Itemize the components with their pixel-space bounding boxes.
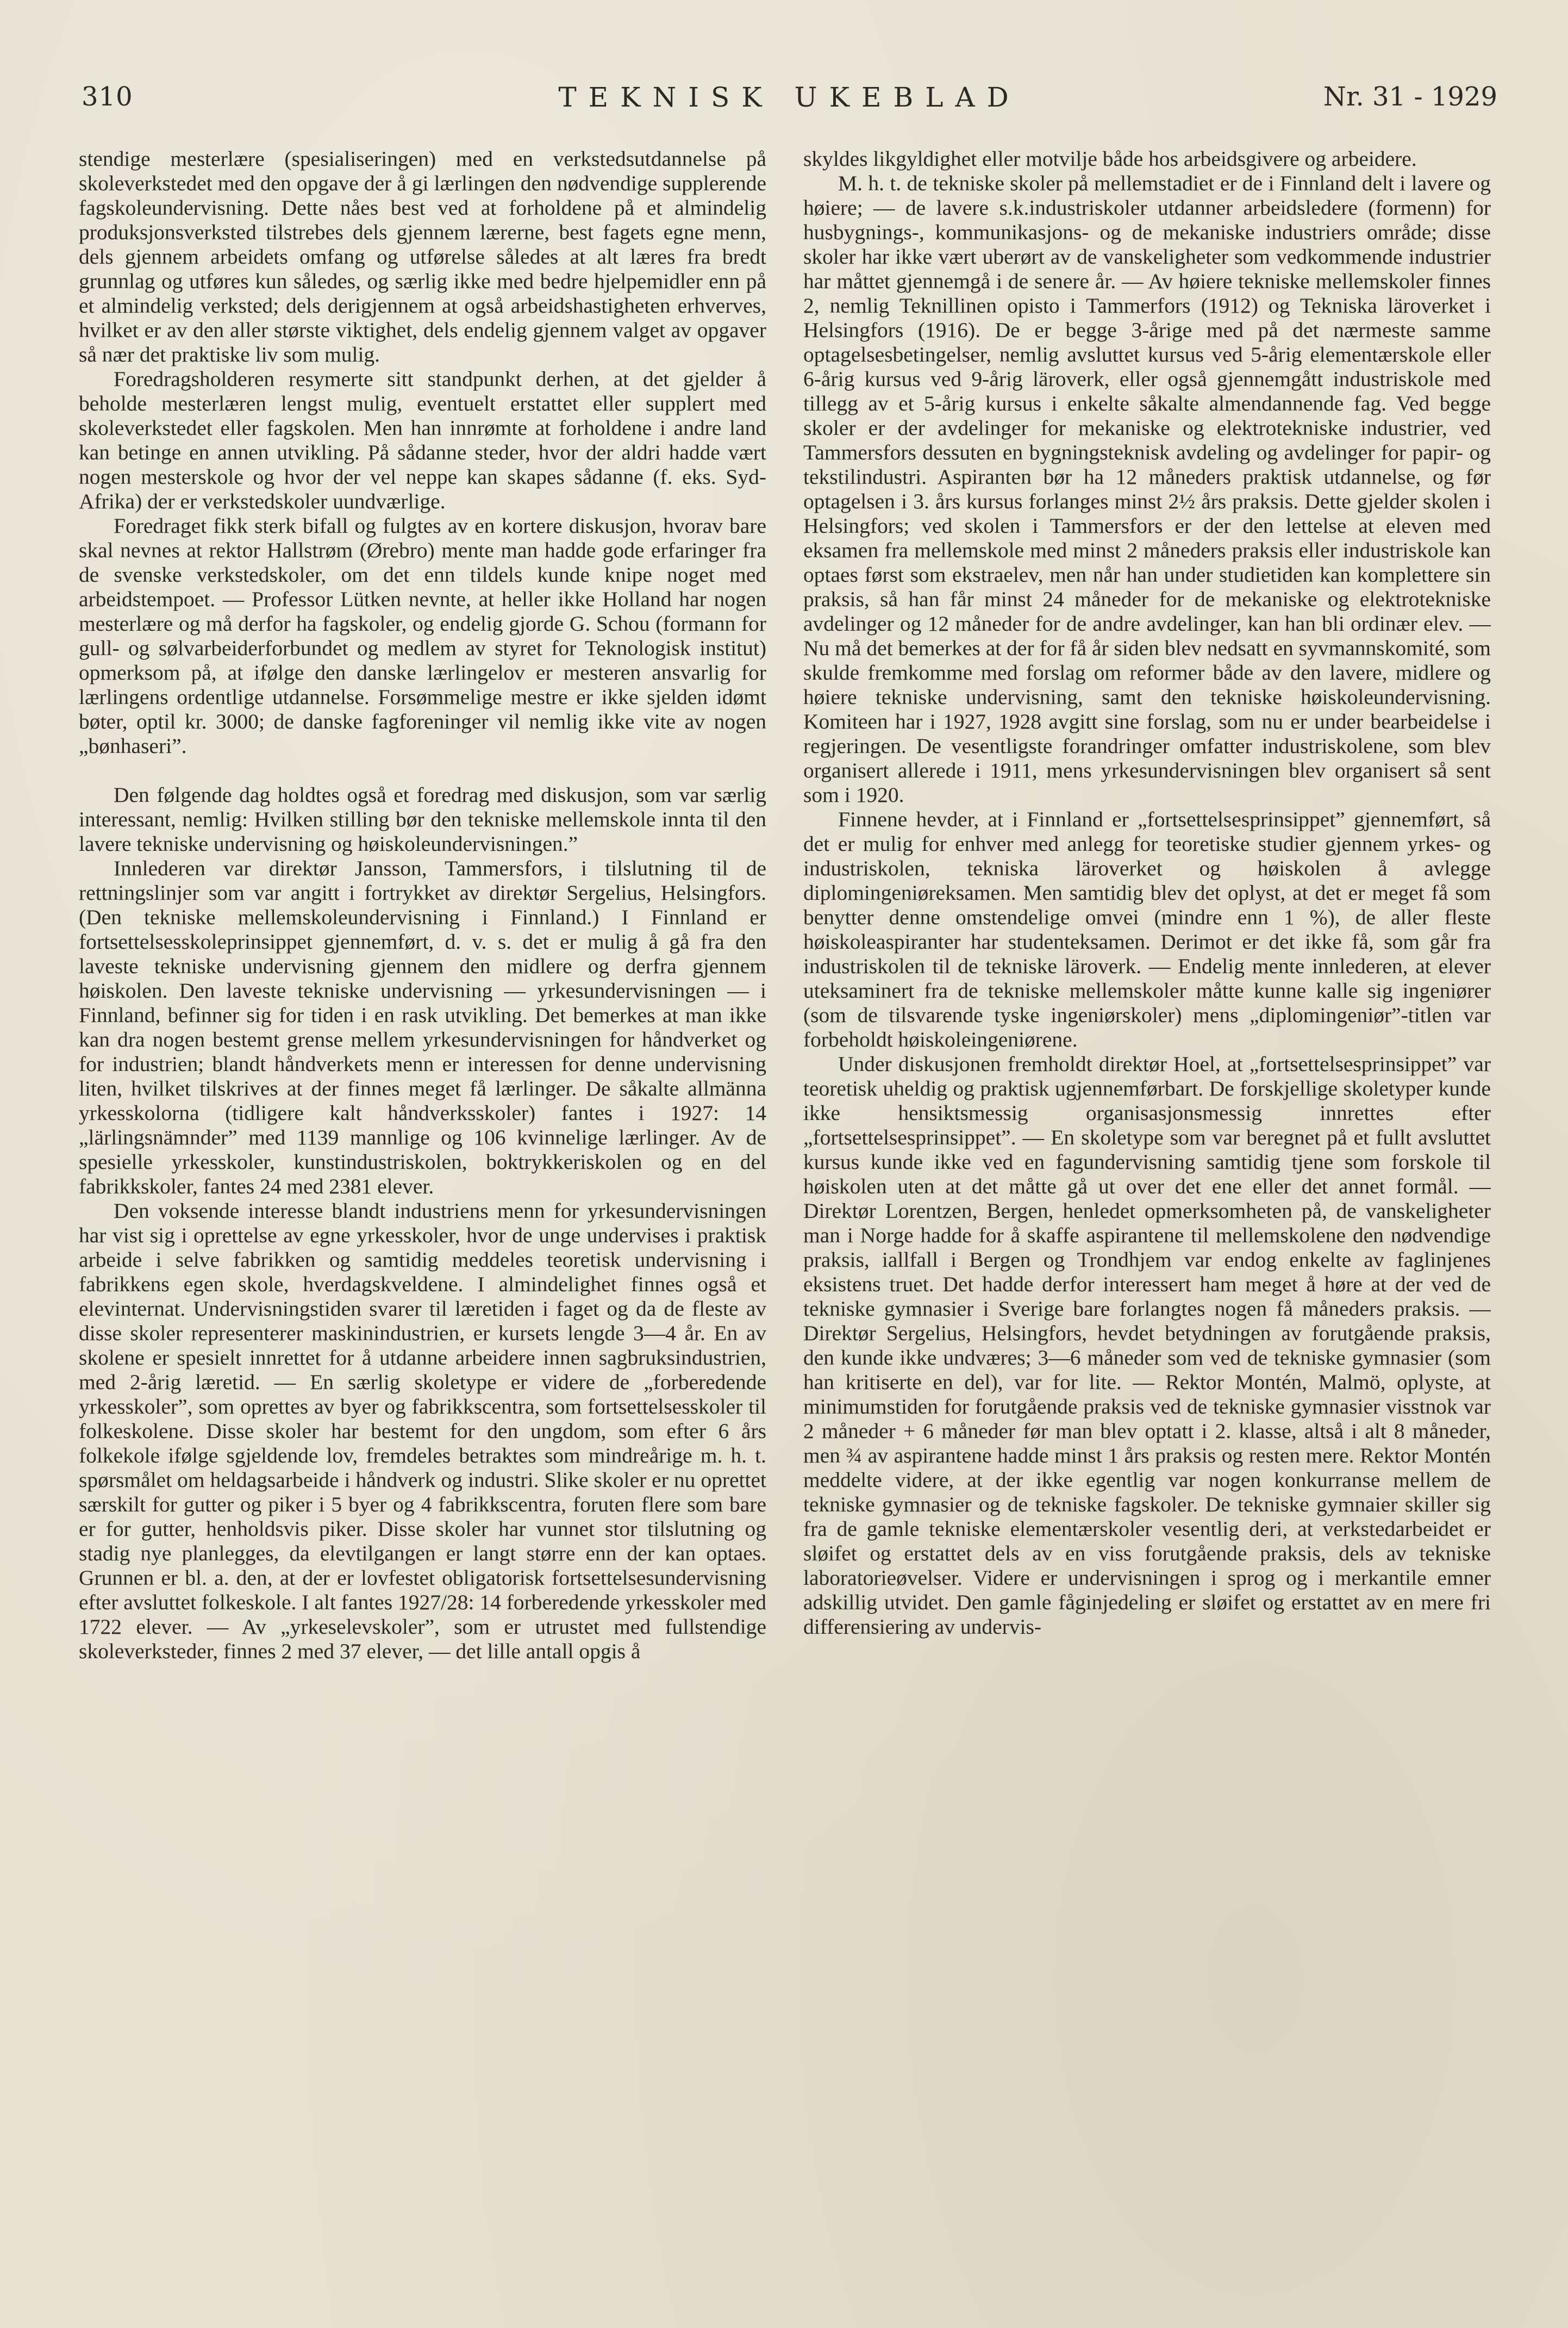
issue-number: Nr. 31 - 1929 — [1323, 82, 1497, 112]
paragraph: Den voksende interesse blandt industriens menn for yrkesundervisningen har vist sig i oprettelse av egne yrkesskoler, hvor de unge undervises i praktisk arbeide i selve fabrikken og samtidig meddeles teoretisk undervisning i fabrikkens egen skole, hverdagskveldene. I almindelighet finnes også et elevinternat. Undervisningstiden svarer til læretiden i faget og da de fleste av disse skoler representerer maskinindustrien, er kursets lengde 3—4 år. En av skolene er spesielt innrettet for å utdanne arbeidere innen sagbruksindustrien, med 2-årig læretid. — En særlig skoletype er videre de „forberedende yrkesskoler”, som oprettes av byer og fabrikkscentra, som fortsettelsesskoler til folkeskolene. Disse skoler har bestemt for den ungdom, som efter 6 års folkekole ifølge sgjeldende lov, fremdeles betraktes som mindreårige m. h. t. spørsmålet om heldagsarbeide i håndverk og industri. Slike skoler er nu oprettet særskilt for gutter og piker i 5 byer og 4 fabrikkscentra, foruten flere som bare er for gutter, henholdsvis piker. Disse skoler har vunnet stor tilslutning og stadig nye planlegges, da elevtilgangen er langt større enn der kan optaes. Grunnen er bl. a. den, at der er lovfestet obligatorisk fortsettelsesundervisning efter avsluttet folkeskole. I alt fantes 1927/28: 14 forberedende yrkesskoler med 1722 elever. — Av „yrkeselevskoler”, som er utrustet med fullstendige skoleverksteder, finnes 2 med 37 elever, — det lille antall opgis å — [79, 1199, 766, 1663]
paragraph: Foredraget fikk sterk bifall og fulgtes av en kortere diskusjon, hvorav bare skal nevnes at rektor Hallstrøm (Ørebro) mente man hadde gode erfaringer fra de svenske verkstedskoler, om det enn tildels kunde knipe noget med arbeidstempoet. — Professor Lütken nevnte, at heller ikke Holland har nogen mesterlære og må derfor ha fagskoler, og endelig gjorde G. Schou (formann for gull- og sølvarbeiderforbundet og medlem av styret for Teknologisk institut) opmerksom på, at ifølge den danske lærlingelov er mesteren ansvarlig for lærlingens ordentlige utdannelse. Forsømmelige mestre er ikke sjelden idømt bøter, optil kr. 3000; de danske fagforeninger vil nemlig ikke vite av nogen „bønhaseri”. — [79, 514, 766, 758]
page-header — [82, 82, 1497, 120]
right-column — [803, 147, 1491, 2300]
paragraph: skyldes likgyldighet eller motvilje både hos arbeidsgivere og arbeidere. — [803, 147, 1417, 171]
paragraph: M. h. t. de tekniske skoler på mellemstadiet er de i Finnland delt i lavere og høiere; — de lavere s.k.industriskoler utdanner arbeidsledere (formenn) for husbygnings-, kommunikasjons- og de mekaniske industriers område; disse skoler har ikke vært uberørt av de vanskeligheter som vedkommende industrier har måttet gjennemgå i de senere år. — Av høiere tekniske mellemskoler finnes 2, nemlig Teknillinen opisto i Tammerfors (1912) og Tekniska läroverket i Helsingfors (1916). De er begge 3-årige med på det nærmeste samme optagelsesbetingelser, nemlig avsluttet kursus ved 5-årig elementærskole eller 6-årig kursus ved 9-årig läroverk, eller også gjennemgått industriskole med tillegg av et 5-årig kursus i enkelte såkalte almendannende fag. Ved begge skoler er der avdelinger for mekaniske og elektrotekniske industrier, ved Tammersfors dessuten en bygningsteknisk avdeling og avdelinger for papir- og tekstilindustri. Aspiranten bør ha 12 måneders praktisk utdannelse, og før optagelsen i 3. års kursus forlanges minst 2½ års praksis. Dette gjelder skolen i Helsingfors; ved skolen i Tammersfors er der den lettelse at eleven med eksamen fra mellemskole med minst 2 måneders praksis eller industriskole kan optaes først som ekstraelev, men når han under studietiden kan komplettere sin praksis, så han får minst 24 måneder for de mekaniske og elektrotekniske avdelinger og 12 måneder for de andre avdelinger, kan han bli ordinær elev. — Nu må det bemerkes at der for få år siden blev nedsatt en syvmannskomité, som skulde fremkomme med forslag om reformer både av den lavere, midlere og høiere tekniske undervisning, samt den tekniske høiskoleundervisning. Komiteen har i 1927, 1928 avgitt sine forslag, som nu er under bearbeidelse i regjeringen. De vesentligste forandringer omfatter industriskolene, som blev organisert allerede i 1911, mens yrkesundervisningen blev organisert så sent som i 1920. — [803, 171, 1491, 807]
paragraph: stendige mesterlære (spesialiseringen) med en verkstedsutdannelse på skoleverkstedet med den opgave der å gi lærlingen den nødvendige supplerende fagskoleundervisning. Dette nåes best ved at forholdene på et almindelig produksjonsverksted tilstrebes dels gjennem lærerne, best fagets egne menn, dels gjennem arbeidets omfang og utførelse således at alt læres fra bredt grunnlag og utføres kun således, og særlig ikke med bedre hjelpemidler enn på et almindelig verksted; dels derigjennem at også arbeidshastigheten erhverves, hvilket er av den aller største viktighet, dels endelig gjennem valget av opgaver så nær det praktiske liv som mulig. — [79, 147, 766, 366]
paragraph: Den følgende dag holdtes også et foredrag med diskusjon, som var særlig interessant, nemlig: Hvilken stilling bør den tekniske mellemskole innta til den lavere tekniske undervisning og høiskoleundervisningen.” — [79, 783, 766, 856]
journal-title: TEKNISK UKEBLAD — [558, 82, 1021, 113]
paragraph: Finnene hevder, at i Finnland er „fortsettelsesprinsippet” gjennemført, så det er mulig for enhver med anlegg for teoretiske studier gjennem yrkes- og industriskolen, tekniska läroverket og høiskolen å avlegge diplomingeniøreksamen. Men samtidig blev det oplyst, at det er meget få som benytter denne omstendelige omvei (mindre enn 1 %), de aller fleste høiskoleaspiranter har studenteksamen. Derimot er det ikke få, som går fra industriskolen til de tekniske läroverk. — Endelig mente innlederen, at elever uteksaminert fra de tekniske mellemskoler måtte kunne kalle sig ingeniører (som de tilsvarende tyske ingeniørskoler) mens „diplomingeniør”-titlen var forbeholdt høiskoleingeniørene. — [803, 807, 1491, 1051]
paragraph: Under diskusjonen fremholdt direktør Hoel, at „fortsettelsesprinsippet” var teoretisk uheldig og praktisk ugjennemførbart. De forskjellige skoletyper kunde ikke hensiktsmessig organisasjonsmessig innrettes efter „fortsettelsesprinsippet”. — En skoletype som var beregnet på et fullt avsluttet kursus kunde ikke ved en fagundervisning samtidig tjene som forskole til høiskolen uten at det måtte gå ut over det ene eller det annet formål. — Direktør Lorentzen, Bergen, henledet opmerksomheten på, de vanskeligheter man i Norge hadde for å skaffe aspirantene til mellemskolene den nødvendige praksis, iallfall i Bergen og Trondhjem var endog enkelte av faglinjenes eksistens truet. Det hadde derfor interessert ham meget å høre at der ved de tekniske gymnasier i Sverige bare forlangtes nogen få måneders praksis. — Direktør Sergelius, Helsingfors, hevdet betydningen av forutgående praksis, den kunde ikke undværes; 3—6 måneder som ved de tekniske gymnasier (som han kritiserte en del), var for lite. — Rektor Montén, Malmö, oplyste, at minimumstiden for forutgående praksis ved de tekniske gymnasier visstnok var 2 måneder + 6 måneder før man blev optatt i 2. klasse, altså i alt 8 måneder, men ¾ av aspirantene hadde minst 1 års praksis og resten mere. Rektor Montén meddelte videre, at der ikke egentlig var nogen konkurranse mellem de tekniske gymnasier og de tekniske fagskoler. De tekniske gymnaier skiller sig fra de gamle tekniske elementærskoler vesentlig deri, at verkstedarbeidet er sløifet og erstattet dels av en viss forutgående praksis, dels av tekniske laboratorieøvelser. Videre er undervisningen i sprog og i merkantile emner adskillig utvidet. Den gamle fåginjedeling er sløifet og erstattet av en mere fri differensiering av undervis- — [803, 1052, 1491, 1639]
paragraph: Innlederen var direktør Jansson, Tammersfors, i tilslutning til de rettningslinjer som var angitt i fortrykket av direktør Sergelius, Helsingfors. (Den tekniske mellemskoleundervisning i Finnland.) I Finnland er fortsettelsesskoleprinsippet gjennemført, d. v. s. det er mulig å gå fra den laveste tekniske undervisning gjennem den midlere og derfra gjennem høiskolen. Den laveste tekniske undervisning — yrkesundervisningen — i Finnland, befinner sig for tiden i en rask utvikling. Det bemerkes at man ikke kan dra nogen bestemt grense mellem yrkesundervisningen for håndverket og for industrien; blandt håndverkets menn er interessen for denne undervisning liten, hvilket tilskrives at der finnes meget få lærlinger. De såkalte allmänna yrkesskolorna (tidligere kalt håndverksskoler) fantes i 1927: 14 „lärlingsnämnder” med 1139 mannlige og 106 kvinnelige lærlinger. Av de spesielle yrkesskoler, kunstindustriskolen, boktrykkeriskolen og en del fabrikkskoler, fantes 24 med 2381 elever. — [79, 856, 766, 1198]
left-column — [79, 147, 766, 2300]
paragraph: Foredragsholderen resymerte sitt standpunkt derhen, at det gjelder å beholde mesterlæren lengst mulig, eventuelt erstattet eller supplert med skoleverkstedet eller fagskolen. Men han innrømte at forholdene i andre land kan betinge en annen utvikling. På sådanne steder, hvor der aldri hadde vært nogen mesterskole og hvor der vel neppe kan skapes sådanne (f. eks. Syd-Afrika) der er verkstedskoler uundværlige. — [79, 367, 766, 513]
page-number: 310 — [82, 82, 133, 112]
